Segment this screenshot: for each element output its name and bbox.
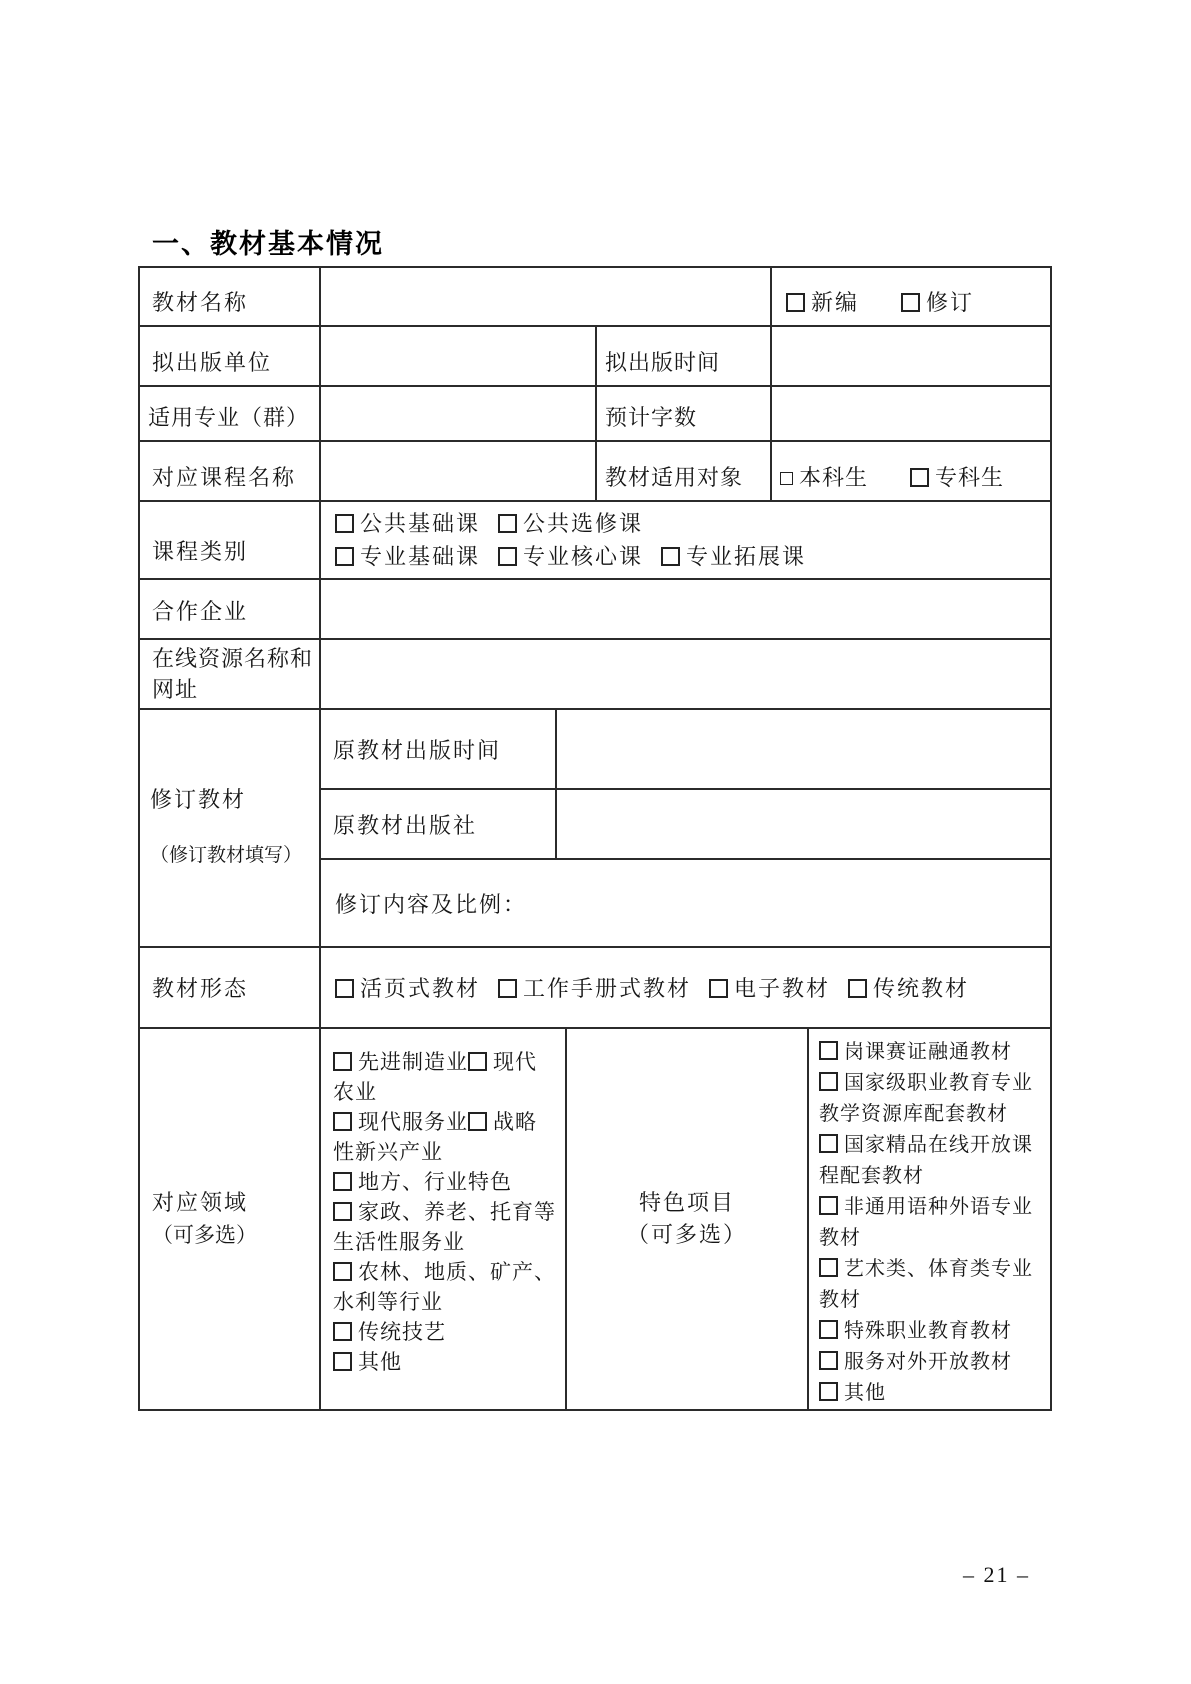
feature-options-cell: [808, 1028, 1051, 1410]
online-resource-label: 在线资源名称和网址: [139, 639, 320, 709]
checkbox-icon[interactable]: [848, 979, 867, 998]
feature-option-label: 其他: [844, 1382, 886, 1404]
textbook-name-label: 教材名称: [139, 267, 320, 326]
checkbox-icon[interactable]: [468, 1112, 487, 1131]
checkbox-icon[interactable]: [335, 979, 354, 998]
row-revision-time: [139, 709, 1051, 789]
orig-time-input[interactable]: [556, 709, 1051, 789]
field-option-label: 传统技艺: [358, 1320, 446, 1344]
associate-label: 专科生: [935, 465, 1005, 490]
electronic-label: 电子教材: [734, 976, 831, 1001]
field-option-label: 现代农业: [333, 1050, 537, 1104]
major-core-option[interactable]: [498, 544, 643, 569]
row-course-type: [139, 501, 1051, 579]
row-fields-features: [139, 1028, 1051, 1410]
revision-label: 修订教材: [150, 787, 247, 812]
checkbox-icon[interactable]: [780, 472, 793, 485]
feature-option: [819, 1347, 1044, 1378]
field-option-group: [333, 1257, 557, 1317]
textbook-name-input[interactable]: [320, 267, 771, 326]
revised-edition-label: 修订: [926, 290, 975, 315]
row-textbook-name: [139, 267, 1051, 326]
course-type-options-cell: [320, 501, 1051, 579]
field-option-group: [333, 1347, 557, 1377]
field-option-label: 其他: [358, 1350, 402, 1374]
orig-press-label: 原教材出版社: [320, 789, 556, 859]
feature-option-label: 非通用语种外语专业教材: [819, 1196, 1033, 1249]
major-extension-label: 专业拓展课: [686, 544, 807, 569]
online-resource-input[interactable]: [320, 639, 1051, 709]
pub-time-input[interactable]: [771, 326, 1051, 386]
checkbox-icon[interactable]: [333, 1202, 352, 1221]
feature-option: [819, 1378, 1044, 1409]
feature-option: [819, 1130, 1044, 1192]
checkbox-icon[interactable]: [819, 1351, 838, 1370]
section-title: 一、教材基本情况: [152, 229, 384, 259]
revision-content-label: 修订内容及比例：: [320, 859, 1051, 947]
page-number: – 21 –: [963, 1562, 1030, 1587]
feature-option-label: 服务对外开放教材: [844, 1351, 1012, 1373]
partner-label: 合作企业: [139, 579, 320, 639]
loose-leaf-label: 活页式教材: [360, 976, 481, 1001]
feature-label-cell: [566, 1028, 808, 1410]
checkbox-icon[interactable]: [333, 1352, 352, 1371]
audience-label: 教材适用对象: [596, 441, 771, 501]
course-type-label: 课程类别: [139, 501, 320, 579]
associate-option[interactable]: [910, 465, 1004, 490]
checkbox-icon[interactable]: [819, 1072, 838, 1091]
checkbox-icon[interactable]: [333, 1322, 352, 1341]
major-label: 适用专业（群）: [139, 386, 320, 441]
feature-option: [819, 1254, 1044, 1316]
revised-edition-option[interactable]: [901, 290, 974, 315]
revision-label-cell: [139, 709, 320, 947]
publisher-label: 拟出版单位: [139, 326, 320, 386]
edition-type-cell: [771, 267, 1051, 326]
form-type-options-cell: [320, 947, 1051, 1028]
course-label: 对应课程名称: [139, 441, 320, 501]
feature-option-label: 特殊职业教育教材: [844, 1320, 1012, 1342]
feature-note: （可多选）: [626, 1222, 747, 1247]
checkbox-icon[interactable]: [901, 293, 920, 312]
row-publisher: [139, 326, 1051, 386]
undergraduate-label: 本科生: [799, 465, 869, 490]
audience-options-cell: [771, 441, 1051, 501]
checkbox-icon[interactable]: [819, 1382, 838, 1401]
field-option-group: [333, 1107, 557, 1167]
word-count-label: 预计字数: [596, 386, 771, 441]
checkbox-icon[interactable]: [335, 514, 354, 533]
field-option-label: 家政、养老、托育等生活性服务业: [333, 1200, 556, 1254]
row-form-type: [139, 947, 1051, 1028]
field-option-label: 战略性新兴产业: [333, 1110, 537, 1164]
checkbox-icon[interactable]: [335, 547, 354, 566]
feature-option-label: 国家精品在线开放课程配套教材: [819, 1134, 1033, 1187]
checkbox-icon[interactable]: [498, 547, 517, 566]
row-online-resource: [139, 639, 1051, 709]
field-option-label: 农林、地质、矿产、水利等行业: [333, 1260, 556, 1314]
field-option-label: 先进制造业: [358, 1050, 468, 1074]
checkbox-icon[interactable]: [819, 1320, 838, 1339]
row-course: [139, 441, 1051, 501]
feature-label: 特色项目: [638, 1190, 735, 1215]
checkbox-icon[interactable]: [333, 1172, 352, 1191]
traditional-label: 传统教材: [873, 976, 970, 1001]
feature-option: [819, 1037, 1044, 1068]
form-type-label: 教材形态: [139, 947, 320, 1028]
field-note: （可多选）: [152, 1223, 257, 1247]
new-edition-option[interactable]: [786, 290, 859, 315]
revision-note: （修订教材填写）: [150, 845, 303, 866]
checkbox-icon[interactable]: [661, 547, 680, 566]
feature-option-label: 岗课赛证融通教材: [844, 1041, 1012, 1063]
public-elective-option[interactable]: [498, 511, 643, 536]
word-count-input[interactable]: [771, 386, 1051, 441]
major-input[interactable]: [320, 386, 596, 441]
orig-press-input[interactable]: [556, 789, 1051, 859]
checkbox-icon[interactable]: [333, 1052, 352, 1071]
feature-option: [819, 1192, 1044, 1254]
loose-leaf-option[interactable]: [335, 976, 480, 1001]
publisher-input[interactable]: [320, 326, 596, 386]
workbook-label: 工作手册式教材: [523, 976, 692, 1001]
workbook-option[interactable]: [498, 976, 691, 1001]
checkbox-icon[interactable]: [819, 1196, 838, 1215]
checkbox-icon[interactable]: [819, 1258, 838, 1277]
orig-time-label: 原教材出版时间: [320, 709, 556, 789]
public-elective-label: 公共选修课: [523, 511, 644, 536]
checkbox-icon[interactable]: [498, 514, 517, 533]
checkbox-icon[interactable]: [709, 979, 728, 998]
field-label-cell: [139, 1028, 320, 1410]
course-input[interactable]: [320, 441, 596, 501]
feature-option-label: 艺术类、体育类专业教材: [819, 1258, 1033, 1311]
row-partner: [139, 579, 1051, 639]
electronic-option[interactable]: [709, 976, 830, 1001]
row-major: [139, 386, 1051, 441]
course-type-line2: [335, 540, 1046, 573]
feature-option: [819, 1068, 1044, 1130]
checkbox-icon[interactable]: [333, 1112, 352, 1131]
traditional-option[interactable]: [848, 976, 969, 1001]
checkbox-icon[interactable]: [786, 293, 805, 312]
partner-input[interactable]: [320, 579, 1051, 639]
field-option-group: [333, 1047, 557, 1107]
undergraduate-option[interactable]: [780, 465, 868, 490]
major-basic-label: 专业基础课: [360, 544, 481, 569]
field-option-group: [333, 1197, 557, 1257]
field-option-label: 地方、行业特色: [358, 1170, 512, 1194]
field-label: 对应领域: [152, 1190, 249, 1215]
checkbox-icon[interactable]: [819, 1134, 838, 1153]
course-type-line1: [335, 507, 1046, 540]
major-extension-option[interactable]: [661, 544, 806, 569]
form-table: [138, 266, 1052, 1411]
new-edition-label: 新编: [811, 290, 860, 315]
public-basic-label: 公共基础课: [360, 511, 481, 536]
field-option-group: [333, 1317, 557, 1347]
feature-option-label: 国家级职业教育专业教学资源库配套教材: [819, 1072, 1033, 1125]
major-core-label: 专业核心课: [523, 544, 644, 569]
feature-option: [819, 1316, 1044, 1347]
major-basic-option[interactable]: [335, 544, 480, 569]
checkbox-icon[interactable]: [468, 1052, 487, 1071]
pub-time-label: 拟出版时间: [596, 326, 771, 386]
field-options-cell: [320, 1028, 566, 1410]
checkbox-icon[interactable]: [819, 1041, 838, 1060]
field-option-group: [333, 1167, 557, 1197]
checkbox-icon[interactable]: [910, 468, 929, 487]
public-basic-option[interactable]: [335, 511, 480, 536]
checkbox-icon[interactable]: [498, 979, 517, 998]
checkbox-icon[interactable]: [333, 1262, 352, 1281]
field-option-label: 现代服务业: [358, 1110, 468, 1134]
